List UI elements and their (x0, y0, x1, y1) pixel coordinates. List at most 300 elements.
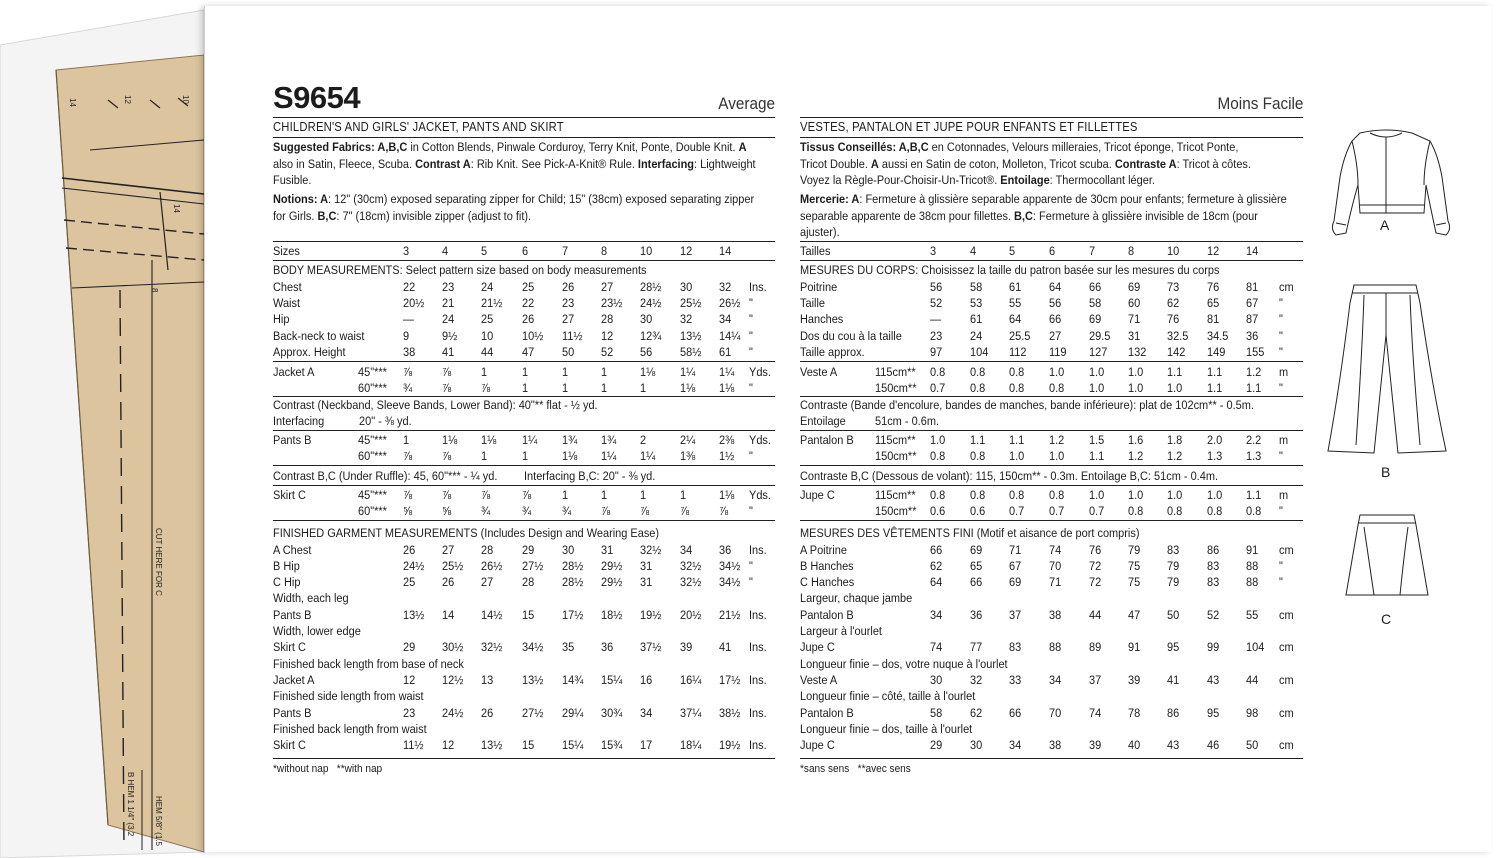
cell-value: 13½ (403, 607, 425, 622)
yardage-value: 1⅛ (719, 488, 735, 502)
row-label: Waist (273, 295, 301, 310)
size-header: 12 (680, 244, 693, 258)
notions-text: for Girls. (273, 208, 318, 223)
cell-value: 23½ (601, 295, 623, 310)
cell-value: 10½ (522, 328, 544, 343)
size-header: 3 (403, 244, 410, 258)
yardage-value: 1.0 (1128, 488, 1144, 502)
cell-value: 24½ (640, 295, 662, 310)
cell-value: 81 (1207, 312, 1220, 327)
garment-label: Skirt C (273, 488, 306, 502)
notions-text: : 7" (18cm) invisible zipper (adjust to fit). (336, 208, 532, 223)
cell-value: — (403, 312, 414, 327)
heading-bold: BODY MEASUREMENTS (273, 263, 400, 277)
unit-label: Ins. (749, 672, 767, 687)
cell-value: 27 (562, 312, 575, 327)
body-measurements-heading (800, 263, 1219, 277)
fabrics-text: en Cotonnades, Velours milleraies, Tricot éponge, Tricot Ponte, (928, 140, 1239, 154)
cell-value: 86 (1207, 542, 1220, 557)
cell-value: 11½ (562, 328, 583, 343)
yardage-value: 0.8 (1167, 504, 1183, 518)
yardage-value: 0.7 (930, 380, 946, 395)
rule-line (800, 758, 1303, 759)
yardage-value: 2.0 (1207, 432, 1223, 447)
cell-value: 73 (1167, 279, 1180, 294)
unit-label: " (749, 448, 753, 463)
rule-line (800, 485, 1303, 486)
garment-label: Pants B (273, 432, 312, 447)
yardage-value: 1.0 (1089, 364, 1105, 379)
yardage-value: ⅞ (442, 380, 452, 395)
yardage-value: 1.0 (1167, 380, 1183, 395)
cell-value: 21½ (719, 607, 741, 622)
size-header: 7 (1089, 244, 1096, 258)
interfacing-label: Entoilage (800, 413, 846, 428)
yardage-value: 0.8 (930, 448, 946, 463)
unit-label: Yds. (749, 488, 771, 502)
cell-value: 36 (719, 542, 732, 557)
cell-value: 39 (680, 640, 693, 655)
cell-value: 36 (1246, 328, 1259, 343)
cell-value: 34 (719, 312, 732, 327)
cell-value: 31 (640, 558, 653, 573)
yardage-value: ⅞ (442, 364, 452, 379)
fabrics-line (800, 157, 1251, 171)
yardage-value: 1.2 (1167, 448, 1183, 463)
cell-value: 76 (1207, 279, 1220, 294)
cell-value: 25 (522, 279, 535, 294)
yardage-value: 1⅛ (719, 380, 735, 395)
yardage-value: 0.8 (1049, 488, 1065, 502)
cell-value: 38 (403, 345, 416, 360)
cell-value: 39 (1128, 672, 1141, 687)
unit-label: m (1279, 488, 1289, 502)
yardage-value: 0.7 (1009, 504, 1025, 518)
cell-value: 35 (562, 640, 575, 655)
rule-line (800, 430, 1303, 431)
cell-value: 61 (970, 312, 983, 327)
illustration-label-b: B (1381, 464, 1391, 480)
yardage-value: ⅞ (442, 448, 452, 463)
cell-value: 83 (1207, 575, 1220, 590)
heading-bold: MESURES DU CORPS (800, 263, 916, 277)
row-label: Pantalon B (800, 705, 854, 720)
cell-value: 83 (1009, 640, 1022, 655)
unit-label: " (1279, 328, 1283, 343)
jacket-a-drawing (1332, 130, 1449, 235)
yardage-value: 0.7 (1089, 504, 1105, 518)
row-label: Taille approx. (800, 345, 865, 360)
cell-value: 12½ (442, 672, 464, 687)
unit-label: cm (1279, 640, 1294, 655)
cell-value: 56 (1049, 295, 1062, 310)
cell-value: 25.5 (1009, 328, 1031, 343)
unit-label: cm (1279, 542, 1294, 557)
yardage-value: 1 (481, 448, 488, 463)
notions-text: : 12" (30cm) exposed separating zipper for Child; 15" (38cm) exposed separating zipper (328, 192, 755, 206)
notions-line (273, 209, 531, 223)
garment-label: Pantalon B (800, 432, 854, 447)
yardage-value: ⅝ (442, 504, 452, 518)
subheading: Longueur finie – dos, taille à l'ourlet (800, 721, 973, 736)
cell-value: 17½ (719, 672, 741, 687)
cell-value: 32½ (481, 640, 503, 655)
fabrics-text: Contraste A (1114, 156, 1177, 171)
size-header: 14 (719, 244, 732, 258)
cell-value: 21 (442, 295, 455, 310)
cell-value: 30 (640, 312, 653, 327)
difficulty-level-en: Average (718, 94, 775, 113)
cell-value: 52 (1207, 607, 1220, 622)
yardage-value: ⅞ (403, 448, 413, 463)
row-label: B Hanches (800, 558, 854, 573)
row-label: Chest (273, 279, 302, 294)
row-label: Hip (273, 312, 290, 327)
cell-value: 15 (522, 738, 535, 753)
notions-text: B,C (1014, 208, 1033, 223)
cell-value: 132 (1128, 345, 1147, 360)
unit-label: m (1279, 432, 1289, 447)
fabric-width: 60"*** (358, 504, 387, 518)
cell-value: 29½ (601, 558, 623, 573)
notions-text: ajuster). (800, 225, 840, 239)
yardage-value: 0.8 (1207, 504, 1223, 518)
cell-value: 23 (930, 328, 943, 343)
cell-value: 88 (1246, 558, 1259, 573)
cell-value: 34 (1049, 672, 1062, 687)
fabrics-text: aussi en Satin de coton, Molleton, Tricot scuba. (878, 156, 1115, 171)
cell-value: 37 (1089, 672, 1102, 687)
yardage-value: 1¼ (680, 364, 696, 379)
interfacing-value: 20" - ⅜ yd. (359, 413, 412, 428)
cell-value: 66 (930, 542, 943, 557)
cell-value: 69 (1009, 575, 1022, 590)
cell-value: 64 (930, 575, 943, 590)
cell-value: 28½ (640, 279, 662, 294)
unit-label: " (749, 558, 753, 573)
cell-value: 37 (1009, 607, 1022, 622)
cell-value: 28½ (562, 575, 584, 590)
cell-value: 31 (1128, 328, 1141, 343)
fabric-width: 45"*** (358, 432, 387, 447)
yardage-value: 1 (481, 364, 488, 379)
tissue-label: CUT HERE FOR C (154, 528, 163, 596)
yardage-value: 0.6 (970, 504, 986, 518)
yardage-value: 2⅜ (719, 432, 735, 447)
cell-value: 53 (970, 295, 983, 310)
cell-value: 29.5 (1089, 328, 1111, 343)
skirt-c-drawing (1346, 515, 1428, 595)
fabrics-text: also in Satin, Fleece, Scuba. (273, 156, 416, 171)
cell-value: 21½ (481, 295, 503, 310)
yardage-value: 1.3 (1207, 448, 1223, 463)
size-header: 14 (1246, 244, 1259, 258)
yardage-value: 0.8 (970, 364, 986, 379)
rule-line (273, 117, 775, 118)
unit-label: Ins. (749, 279, 767, 294)
fabrics-text: Voyez la Règle-Pour-Choisir-Un-Tricot®. (800, 173, 1001, 187)
rule-line (273, 137, 775, 138)
cell-value: 28 (522, 575, 535, 590)
cell-value: 27 (481, 575, 494, 590)
yardage-value: 0.6 (930, 504, 946, 518)
cell-value: 87 (1246, 312, 1259, 327)
cell-value: 15¼ (601, 672, 623, 687)
cell-value: 34 (640, 705, 653, 720)
cell-value: 104 (970, 345, 989, 360)
yardage-value: 1.0 (930, 432, 946, 447)
yardage-value: 1 (522, 380, 529, 395)
cell-value: 83 (1167, 542, 1180, 557)
tissue-label: B HEM 1 1/4" (3.2 (126, 772, 135, 837)
row-label: Jupe C (800, 640, 835, 655)
cell-value: 79 (1128, 542, 1141, 557)
cell-value: 30 (680, 279, 693, 294)
cell-value: 65 (970, 558, 983, 573)
cell-value: 34½ (719, 575, 741, 590)
fabric-width: 115cm** (875, 432, 916, 447)
tissue-pattern-drawing (0, 0, 210, 858)
unit-label: " (749, 504, 753, 518)
size-header: 7 (562, 244, 569, 258)
cell-value: 15¾ (601, 738, 623, 753)
fabrics-text: A (738, 140, 747, 154)
notions-text: : Fermeture à glissière separable apparente de 30cm pour enfants; fermeture à glissière (859, 192, 1287, 206)
yardage-value: 0.8 (1049, 380, 1065, 395)
pattern-number: S9654 (273, 80, 361, 115)
cell-value: 77 (970, 640, 983, 655)
cell-value: 27 (601, 279, 614, 294)
yardage-value: 1.0 (1049, 364, 1065, 379)
cell-value: 36 (601, 640, 614, 655)
fabric-width: 115cm** (875, 488, 916, 502)
notions-line (800, 225, 840, 239)
unit-label: " (749, 295, 753, 310)
row-label: Poitrine (800, 279, 838, 294)
cell-value: 29½ (601, 575, 623, 590)
cell-value: 29 (403, 640, 416, 655)
yardage-value: 1.0 (1128, 380, 1144, 395)
cell-value: 12¾ (640, 328, 662, 343)
fabric-width: 150cm** (875, 504, 917, 518)
row-label: B Hip (273, 558, 300, 573)
size-header: 3 (930, 244, 937, 258)
cell-value: 41 (1167, 672, 1180, 687)
rule-line (800, 260, 1303, 261)
yardage-value: 1¼ (640, 448, 656, 463)
heading-rest: : Select pattern size based on body measurements (399, 263, 647, 277)
contrast-a-note: Contraste (Bande d'encolure, bandes de manches, bande inférieure): plat de 102cm** - 0.5m. (800, 397, 1254, 412)
yardage-value: 0.8 (1009, 488, 1025, 502)
contrast-bc-note: Contraste B,C (Dessous de volant): 115, 150cm** - 0.3m. Entoilage B,C: 51cm - 0.4m. (800, 468, 1219, 483)
unit-label: " (749, 345, 753, 360)
cell-value: 23 (442, 279, 455, 294)
cell-value: 40 (1128, 738, 1141, 753)
cell-value: 43 (1167, 738, 1180, 753)
unit-label: " (1279, 295, 1283, 310)
cell-value: 69 (1089, 312, 1102, 327)
unit-label: cm (1279, 738, 1294, 753)
cell-value: 119 (1049, 345, 1067, 360)
cell-value: 22 (403, 279, 416, 294)
cell-value: 58 (930, 705, 943, 720)
notions-line (800, 209, 1258, 223)
subheading: Longueur finie – côté, taille à l'ourlet (800, 689, 976, 704)
cell-value: 52 (601, 345, 614, 360)
fabrics-text: A (870, 156, 879, 171)
cell-value: 29 (930, 738, 943, 753)
cell-value: 30 (562, 542, 575, 557)
cell-value: 26 (481, 705, 494, 720)
row-label: A Poitrine (800, 542, 847, 557)
cell-value: 15 (522, 607, 535, 622)
yardage-value: 1.1 (1089, 448, 1105, 463)
yardage-value: 1.1 (1009, 432, 1025, 447)
cell-value: 50 (562, 345, 575, 360)
contrast-bc-note: Contrast B,C (Under Ruffle): 45, 60"*** - ¼ yd. (273, 468, 498, 483)
cell-value: 78 (1128, 705, 1141, 720)
cell-value: 67 (1009, 558, 1022, 573)
interfacing-value: 51cm - 0.6m. (875, 413, 940, 428)
yardage-value: ⅝ (403, 504, 413, 518)
unit-label: " (1279, 345, 1283, 360)
row-label: A Chest (273, 542, 312, 557)
cell-value: 34½ (719, 558, 741, 573)
cell-value: 52 (930, 295, 943, 310)
cell-value: 20½ (403, 295, 425, 310)
cell-value: 91 (1128, 640, 1141, 655)
size-header: 12 (1207, 244, 1220, 258)
yardage-value: 1.1 (1207, 380, 1223, 395)
fabrics-text: A,B,C (377, 140, 408, 154)
cell-value: 15¼ (562, 738, 584, 753)
unit-label: " (749, 575, 753, 590)
row-label: Pants B (273, 705, 312, 720)
cell-value: 27 (442, 542, 455, 557)
cell-value: 62 (970, 705, 983, 720)
yardage-value: 0.8 (930, 488, 946, 502)
row-label: Hanches (800, 312, 844, 327)
fabrics-text: Contrast A (415, 156, 471, 171)
unit-label: " (1279, 575, 1283, 590)
cell-value: 29¼ (562, 705, 584, 720)
fabrics-text: Interfacing (637, 156, 695, 171)
illustration-label-a: A (1380, 217, 1390, 233)
row-label: Jacket A (273, 672, 315, 687)
cell-value: 66 (970, 575, 983, 590)
fabric-width: 60"*** (358, 380, 387, 395)
garment-drawings (1320, 125, 1460, 630)
cell-value: 13½ (481, 738, 503, 753)
unit-label: " (749, 312, 753, 327)
cell-value: 97 (930, 345, 943, 360)
cell-value: 25½ (442, 558, 464, 573)
yardage-value: 1.0 (1207, 488, 1223, 502)
rule-line (800, 520, 1303, 521)
cell-value: 61 (1009, 279, 1022, 294)
unit-label: " (1279, 558, 1283, 573)
size-header: 6 (1049, 244, 1056, 258)
cell-value: 27½ (522, 558, 544, 573)
yardage-value: 1.1 (1246, 380, 1262, 395)
sizes-label: Sizes (273, 244, 300, 258)
cell-value: 155 (1246, 345, 1265, 360)
cell-value: 58 (1089, 295, 1102, 310)
unit-label: cm (1279, 705, 1294, 720)
row-label: Jupe C (800, 738, 835, 753)
yardage-value: ¾ (562, 504, 572, 518)
yardage-value: 1¾ (562, 432, 578, 447)
cell-value: 39 (1089, 738, 1102, 753)
cell-value: 91 (1246, 542, 1259, 557)
cell-value: 24½ (442, 705, 464, 720)
cell-value: 16¼ (680, 672, 702, 687)
cell-value: 72 (1089, 575, 1102, 590)
fabric-width: 45"*** (358, 364, 387, 379)
yardage-value: 1.0 (1167, 488, 1183, 502)
rule-line (273, 758, 775, 759)
cell-value: 66 (1049, 312, 1062, 327)
cell-value: 88 (1246, 575, 1259, 590)
cell-value: 70 (1049, 705, 1062, 720)
size-header: 8 (601, 244, 608, 258)
notions-text: B,C (317, 208, 337, 223)
cell-value: 72 (1089, 558, 1102, 573)
fabrics-text: in Cotton Blends, Pinwale Corduroy, Terry Knit, Ponte, Double Knit. (407, 140, 739, 154)
cell-value: 37¼ (680, 705, 702, 720)
yardage-value: 2 (640, 432, 647, 447)
cell-value: 24½ (403, 558, 425, 573)
contrast-a-note: Contrast (Neckband, Sleeve Bands, Lower Band): 40"** flat - ½ yd. (273, 397, 598, 412)
cell-value: 12 (442, 738, 455, 753)
cell-value: 74 (1049, 542, 1062, 557)
cell-value: 74 (930, 640, 943, 655)
cell-value: 76 (1167, 312, 1180, 327)
cell-value: 41 (442, 345, 455, 360)
cell-value: 44 (1246, 672, 1259, 687)
cell-value: 32 (719, 279, 732, 294)
unit-label: " (1279, 504, 1283, 518)
cell-value: 34.5 (1207, 328, 1229, 343)
yardage-value: 1½ (719, 448, 735, 463)
cell-value: 38½ (719, 705, 741, 720)
unit-label: Yds. (749, 432, 771, 447)
rule-line (273, 430, 775, 431)
yardage-value: ⅞ (403, 364, 413, 379)
unit-label: " (749, 380, 753, 395)
cell-value: 79 (1167, 558, 1180, 573)
tissue-label: HEM 5/8" (1.5 (154, 796, 163, 846)
cell-value: 14¼ (719, 328, 741, 343)
yardage-value: 1.2 (1049, 432, 1065, 447)
fabrics-text: A,B,C (898, 140, 929, 154)
cell-value: 13 (481, 672, 494, 687)
yardage-value: 1 (640, 488, 647, 502)
yardage-value: 1 (601, 380, 608, 395)
cell-value: 32½ (680, 575, 702, 590)
rule-line (273, 361, 775, 362)
cell-value: 34 (1009, 738, 1022, 753)
size-header: 5 (1009, 244, 1016, 258)
size-header: 4 (970, 244, 977, 258)
cell-value: 26 (562, 279, 575, 294)
cell-value: 32 (970, 672, 983, 687)
cell-value: 56 (640, 345, 653, 360)
yardage-value: ¾ (481, 504, 491, 518)
cell-value: 16 (640, 672, 653, 687)
cell-value: 62 (930, 558, 943, 573)
rule-line (273, 465, 775, 466)
